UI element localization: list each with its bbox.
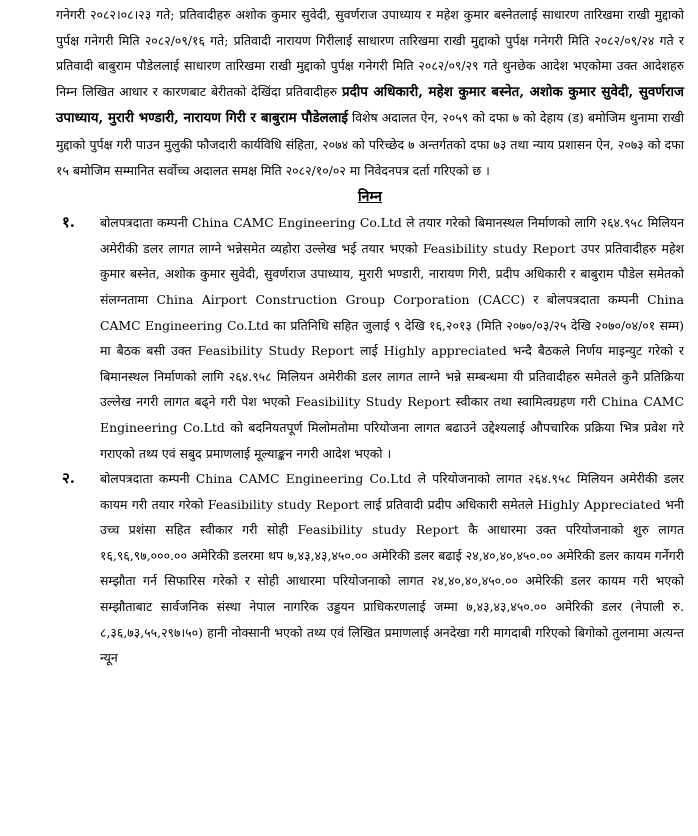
intro-defendant-names: प्रदीप अधिकारी, महेश कुमार बस्नेत, अशोक कुमार सुवेदी, सुवर्णराज उपाध्याय, मुरारी भण्डारी, नारायण गिरी र बाबुराम पौडेललाई (56, 83, 684, 127)
intro-paragraph (56, 2, 684, 183)
list-item-text: बोलपत्रदाता कम्पनी China CAMC Engineering Co.Ltd ले परियोजनाको लागत २६४.९५८ मिलियन अमेरीकी डलर कायम गरी तयार गरेको Feasibility study Report लाई प्रतिवादी प्रदीप अधिकारी समेतले Highly Appreciated भनी उच्च प्रशंसा सहित स्वीकार गरी सोही Feasibility study Report कै आधारमा उक्त परियोजनाको शुरु लागत १६,९६,९७,०००.०० अमेरिकी डलरमा थप ७,४३,४३,४५०.०० अमेरिकी डलर बढाई २४,४०,४०,४५०.०० अमेरिकी डलर कायम गर्नेगरी सम्झौता गर्न सिफारिस गरेको र सोही आधारमा परियोजनाको लागत २४,४०,४०,४५०.०० अमेरिकी डलर कायम गरी भएको सम्झौताबाट सार्वजनिक संस्था नेपाल नागरिक उड्डयन प्राधिकरणलाई जम्मा ७,४३,४३,४५०.०० अमेरिकी डलर (नेपाली रु. ८,३६,७३,५५,२९७।५०) हानी नोक्सानी भएको तथ्य एवं लिखित प्रमाणलाई अनदेखा गरी मागदाबी गरिएको बिगोको तुलनामा अत्यन्त न्यून (100, 471, 684, 666)
list-item-2 (56, 466, 684, 671)
list-item-number: १. (62, 213, 76, 232)
list-item-text: बोलपत्रदाता कम्पनी China CAMC Engineering Co.Ltd ले तयार गरेको बिमानस्थल निर्माणको लागि २६४.९५८ मिलियन अमेरीकी डलर लागत लाग्ने भन्नेसमेत व्यहोरा उल्लेख भई तयार भएको Feasibility study Report उपर प्रतिवादीहरु महेश कुमार बस्नेत, अशोक कुमार सुवेदी, सुवर्णराज उपाध्याय, मुरारी भण्डारी, नारायण गिरी, प्रदीप अधिकारी र बाबुराम पौडेल समेतको संलग्नतामा China Airport Construction Group Corporation (CACC) र बोलपत्रदाता कम्पनी China CAMC Engineering Co.Ltd का प्रतिनिधि सहित जुलाई ९ देखि १६,२०१३ (मिति २०७०/०३/२५ देखि २०७०/०४/०१ सम्म) मा बैठक बसी उक्त Feasibility Study Report लाई Highly appreciated भन्दै बैठकले निर्णय माइन्युट गरेको र बिमानस्थल निर्माणको लागि २६४.९५८ मिलियन अमेरीकी डलर लागत लाग्ने भन्ने सम्बन्धमा यी प्रतिवादीहरु समेतले कुनै प्रतिक्रिया उल्लेख नगरी लागत बढ्ने गरी पेश भएको Feasibility Study Report स्वीकार तथा स्वामित्वग्रहण गरी China CAMC Engineering Co.Ltd को बदनियतपूर्ण मिलोमतोमा परियोजना लागत बढाउने उद्देश्यलाई औपचारिक प्रक्रिया भित्र प्रवेश गरे गराएको तथ्य एवं सबुद प्रमाणलाई मूल्याङ्कन नगरी आदेश भएको । (100, 215, 684, 461)
intro-text-1: गनेगरी २०८२।०८।२३ गते; प्रतिवादीहरु अशोक कुमार सुवेदी, सुवर्णराज उपाध्याय र महेश कुमार बस्नेतलाई साधारण तारिखमा राखी मुद्दाको पुर्पक्ष गनेगरी मिति २०८२/०९/१६ गते; प्रतिवादी नारायण गिरीलाई साधारण तारिखमा राखी मुद्दाको पुर्पक्ष गनेगरी मिति २०८२/०९/२४ गते र प्रतिवादी बाबुराम पौडेललाई साधारण तारिखमा राखी मुद्दाको पुर्पक्ष गनेगरी मिति २०८२/०९/२९ गते थुनछेक आदेश भएकोमा उक्त आदेशहरु निम्न लिखित आधार र कारणबाट बेरीतको देखिंदा प्रतिवादीहरु (56, 7, 684, 99)
section-heading: निम्न (358, 189, 382, 206)
list-item-1 (56, 210, 684, 466)
intro-text-2: विशेष अदालत ऐन, २०५९ को दफा ७ को देहाय (ड) बमोजिम थुनामा राखी मुद्दाको पुर्पक्ष गरी पाउन मुलुकी फौजदारी कार्यविधि संहिता, २०७४ को परिच्छेद ७ अन्तर्गतको दफा ७३ तथा न्याय प्रशासन ऐन, २०७३ को दफा १५ बमोजिम सम्मानित सर्वोच्च अदालत समक्ष मिति २०८२/१०/०२ मा निवेदनपत्र दर्ता गरिएको छ । (56, 110, 684, 178)
list-item-number: २. (62, 469, 76, 488)
